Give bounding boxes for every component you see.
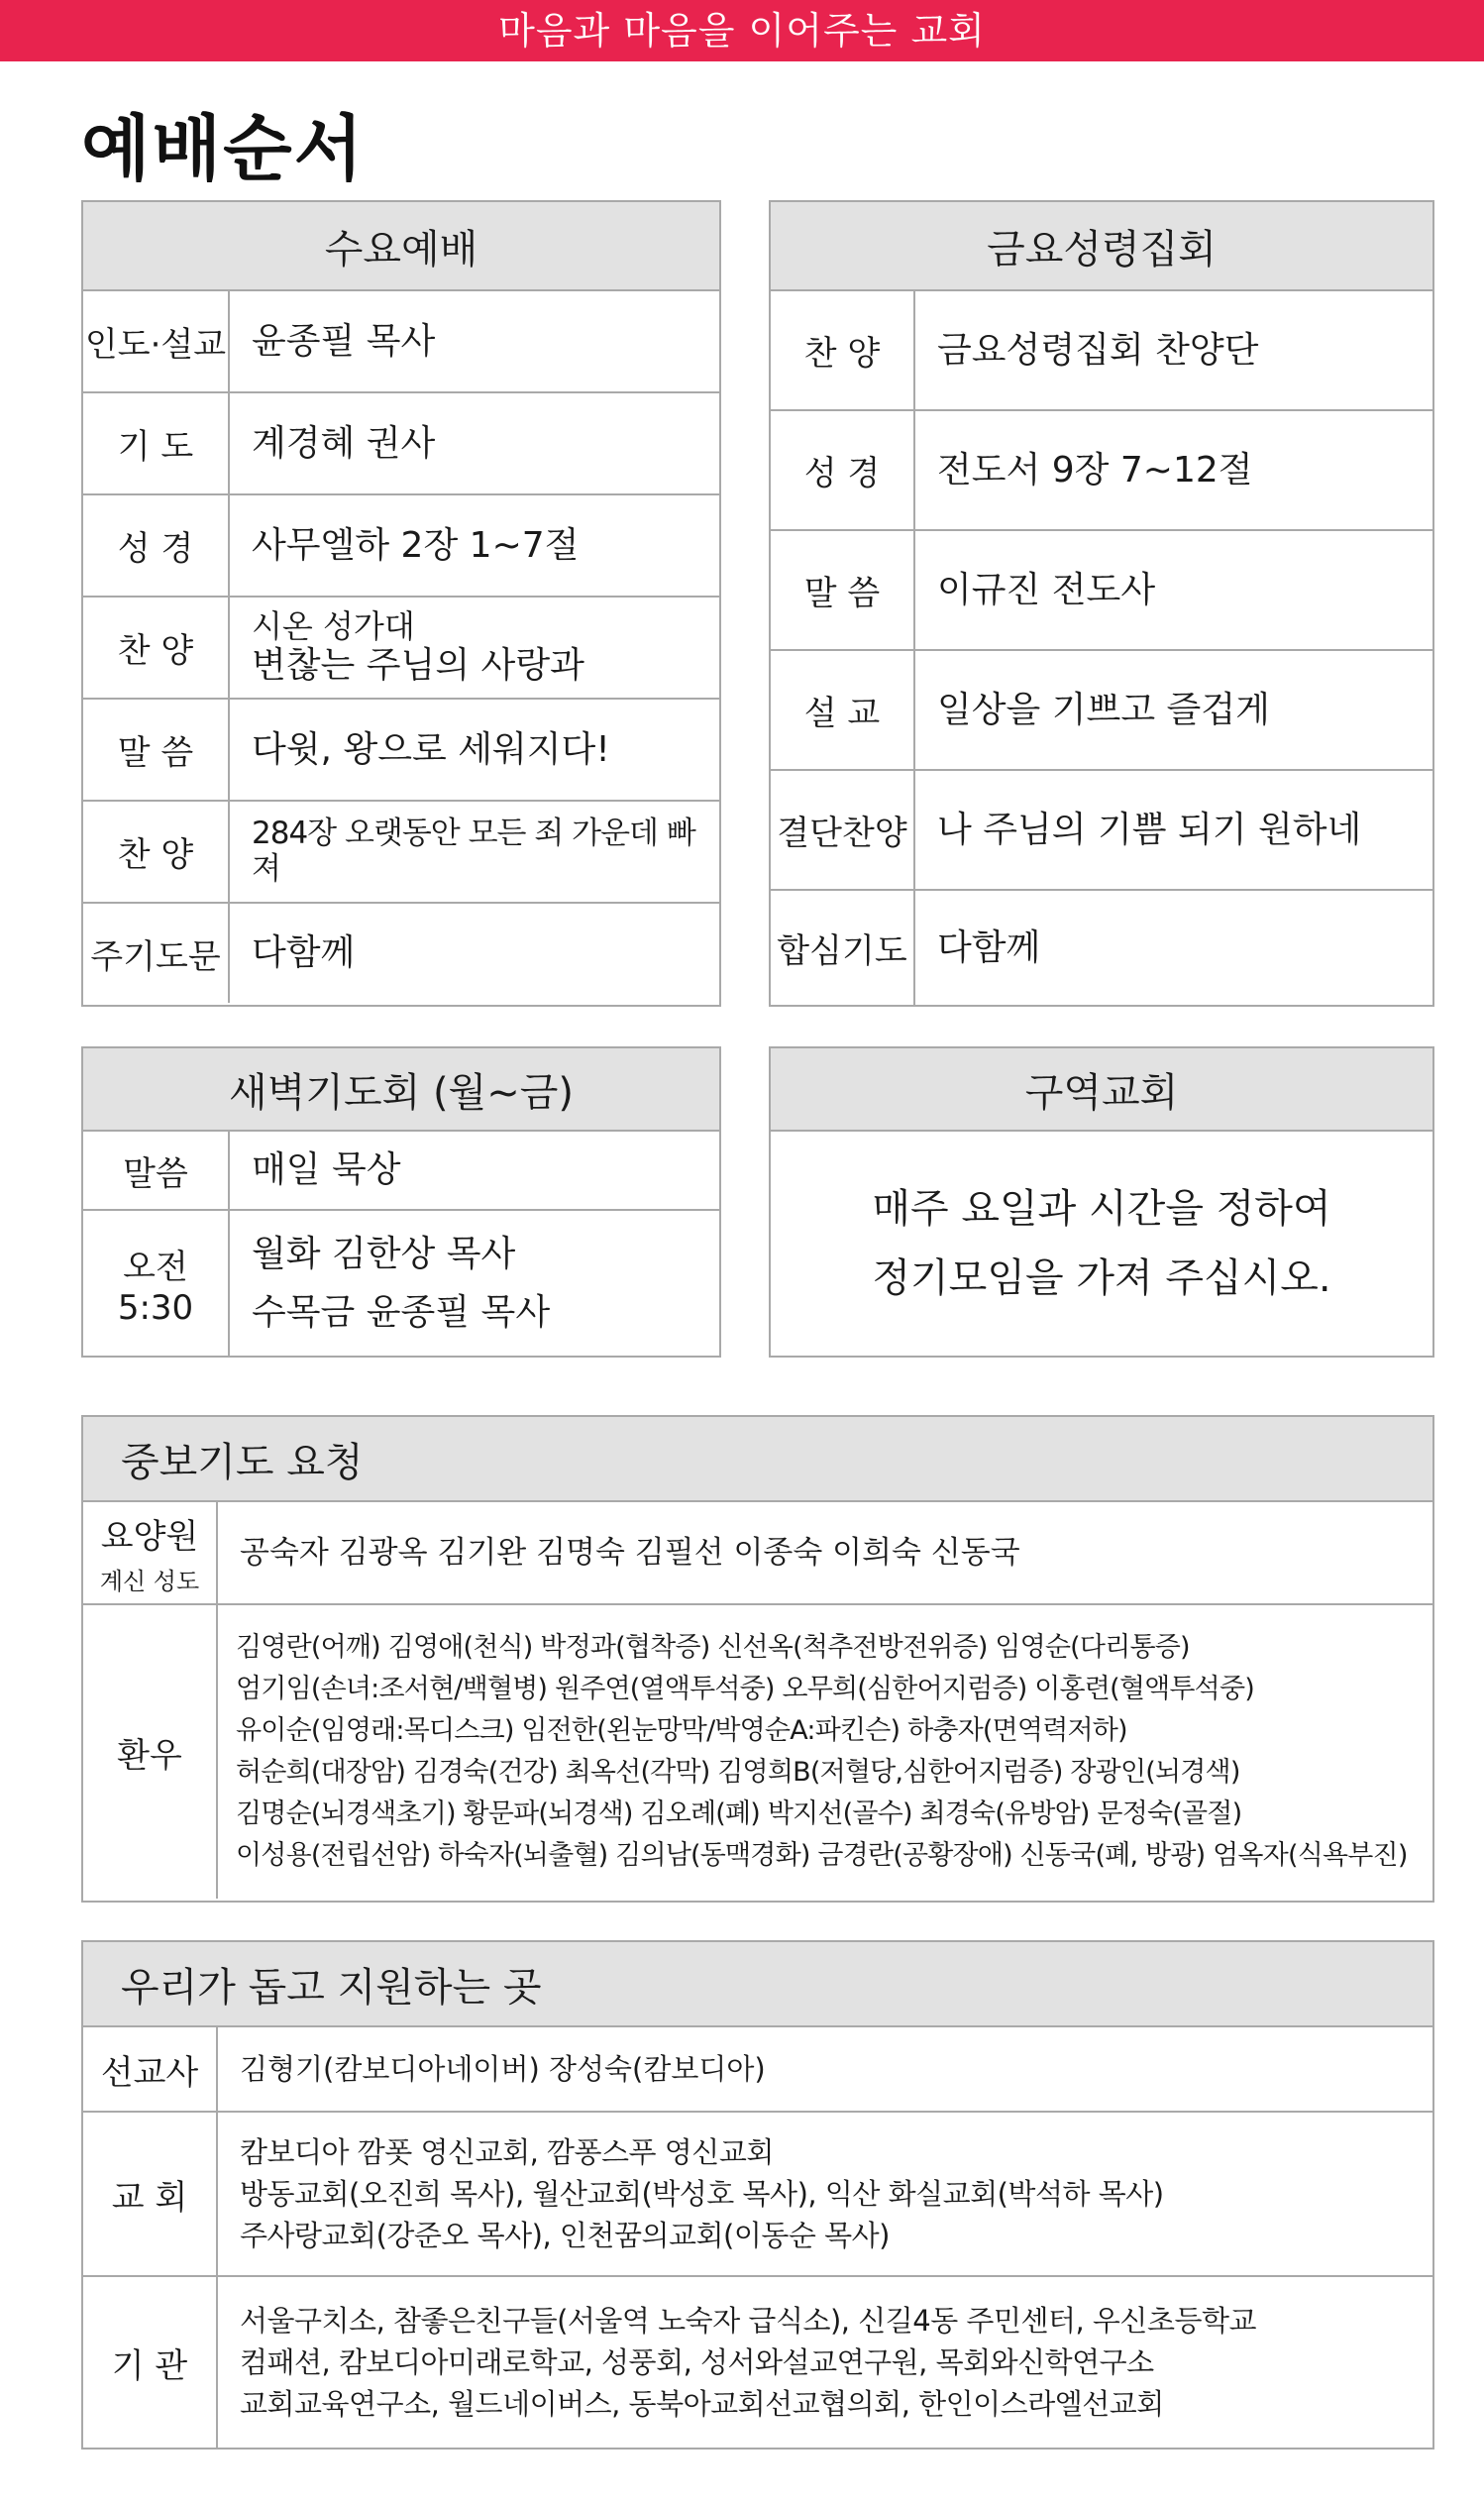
wednesday-service-box: [81, 200, 721, 1007]
patient-line: 이성용(전립선암) 하숙자(뇌출혈) 김의남(동맥경화) 금경란(공황장애) 신동국(폐, 방광) 엄옥자(식욕부진): [236, 1839, 1408, 1871]
label-main: 요양원: [100, 1517, 199, 1557]
church-line: 캄보디아 깜폿 영신교회, 깜퐁스푸 영신교회: [240, 2134, 774, 2169]
row-value: 전도서 9장 7~12절: [937, 449, 1253, 490]
row-label: 결단찬양: [771, 771, 915, 889]
row-label: 환우: [83, 1605, 218, 1899]
choir-name: 시온 성가대: [252, 607, 415, 646]
organization-line: 교회교육연구소, 월드네이버스, 동북아교회선교협의회, 한인이스라엘선교회: [240, 2387, 1164, 2422]
support-box: [81, 1940, 1434, 2450]
dawn-prayer-heading: 새벽기도회 (월~금): [83, 1048, 719, 1132]
notice-line: 정기모임을 가져 주십시오.: [872, 1255, 1331, 1301]
support-heading: 우리가 돕고 지원하는 곳: [83, 1942, 1432, 2027]
label-sub: 계신 성도: [99, 1568, 200, 1595]
table-row: [771, 291, 1432, 411]
table-row: [83, 1605, 1432, 1899]
header-banner: 마음과 마음을 이어주는 교회: [0, 0, 1484, 61]
table-row: [83, 1132, 719, 1211]
row-value: 다윗, 왕으로 세워지다!: [252, 728, 610, 770]
row-label: 찬 양: [83, 802, 230, 902]
table-row: [83, 904, 719, 1003]
row-value: [218, 2113, 1164, 2275]
row-label: 기 관: [83, 2277, 218, 2448]
dawn-prayer-box: [81, 1046, 721, 1358]
row-value: 일상을 기쁘고 즐겁게: [937, 689, 1270, 730]
page-title: 예배순서: [81, 107, 366, 190]
church-line: 주사랑교회(강준오 목사), 인천꿈의교회(이동순 목사): [240, 2219, 890, 2253]
leader-line: 수목금 윤종필 목사: [252, 1292, 551, 1333]
organization-line: 서울구치소, 참좋은친구들(서울역 노숙자 급식소), 신길4동 주민센터, 우신초등학교: [240, 2303, 1257, 2338]
leader-line: 월화 김한상 목사: [252, 1233, 516, 1274]
friday-service-heading: 금요성령집회: [771, 202, 1432, 291]
name-line: 공숙자 김광옥 김기완 김명숙 김필선 이종숙 이희숙 신동국: [240, 1534, 1020, 1571]
row-value: 윤종필 목사: [252, 320, 436, 362]
table-row: [771, 771, 1432, 891]
row-label: 합심기도: [771, 891, 915, 1005]
row-value: 다함께: [937, 926, 1041, 968]
row-label: 주기도문: [83, 904, 230, 1003]
row-label: 찬 양: [771, 291, 915, 409]
district-notice: [771, 1132, 1432, 1356]
table-row: [83, 1502, 1432, 1605]
table-row: [83, 2277, 1432, 2448]
table-row: [771, 531, 1432, 651]
table-row: [83, 2113, 1432, 2277]
row-label: 찬 양: [83, 598, 230, 698]
table-row: [83, 2027, 1432, 2113]
row-value: 금요성령집회 찬양단: [937, 329, 1259, 371]
row-label: 오전 5:30: [83, 1211, 230, 1356]
row-label: 성 경: [83, 495, 230, 596]
table-row: [771, 891, 1432, 1005]
row-value: 나 주님의 기쁨 되기 원하네: [937, 809, 1362, 850]
patient-line: 김명순(뇌경색초기) 황문파(뇌경색) 김오례(폐) 박지선(골수) 최경숙(유방암) 문정숙(골절): [236, 1797, 1242, 1829]
row-label: 말 씀: [83, 700, 230, 800]
table-row: [83, 495, 719, 598]
row-label: 인도·설교: [83, 291, 230, 391]
row-value: 매일 묵상: [252, 1149, 401, 1191]
prayer-request-heading: 중보기도 요청: [83, 1417, 1432, 1502]
row-value: 284장 오랫동안 모든 죄 가운데 빠져: [252, 815, 695, 887]
row-value: 다함께: [252, 932, 356, 974]
table-row: [83, 291, 719, 393]
table-row: [83, 393, 719, 495]
patient-line: 김영란(어깨) 김영애(천식) 박정과(협착증) 신선옥(척추전방전위증) 임영순(다리통증): [236, 1632, 1190, 1664]
row-value: [218, 1502, 1020, 1603]
row-label: 기 도: [83, 393, 230, 493]
row-value: 계경혜 권사: [252, 422, 436, 464]
district-church-heading: 구역교회: [771, 1048, 1432, 1132]
row-label: 말 씀: [771, 531, 915, 649]
prayer-request-box: [81, 1415, 1434, 1903]
patient-line: 엄기임(손녀:조서현/백혈병) 원주연(열액투석중) 오무희(심한어지럼증) 이홍련(혈액투석중): [236, 1674, 1254, 1705]
row-value: [230, 1211, 550, 1356]
patient-line: 유이순(임영래:목디스크) 임전한(왼눈망막/박영순A:파킨슨) 하충자(면역력저하): [236, 1715, 1127, 1747]
patient-line: 허순희(대장암) 김경숙(건강) 최옥선(각막) 김영희B(저혈당,심한어지럼증) 장광인(뇌경색): [236, 1757, 1240, 1788]
row-value: [230, 598, 584, 698]
table-row: [83, 1211, 719, 1356]
table-row: [83, 598, 719, 700]
row-label: [83, 1502, 218, 1603]
row-label: 선교사: [83, 2027, 218, 2111]
row-value: [218, 1605, 1408, 1899]
notice-line: 매주 요일과 시간을 정하여: [872, 1186, 1331, 1232]
row-value: 사무엘하 2장 1~7절: [252, 524, 580, 566]
row-label: 말씀: [83, 1132, 230, 1209]
table-row: [771, 651, 1432, 771]
row-value: 이규진 전도사: [937, 569, 1156, 610]
row-value: [218, 2027, 766, 2111]
row-label: 설 교: [771, 651, 915, 769]
row-label: 성 경: [771, 411, 915, 529]
table-row: [771, 411, 1432, 531]
missionary-line: 김형기(캄보디아네이버) 장성숙(캄보디아): [240, 2051, 766, 2086]
friday-service-box: [769, 200, 1434, 1007]
row-label: 교 회: [83, 2113, 218, 2275]
table-row: [83, 700, 719, 802]
wednesday-service-heading: 수요예배: [83, 202, 719, 291]
row-value: [218, 2277, 1256, 2448]
table-row: [83, 802, 719, 904]
church-line: 방동교회(오진희 목사), 월산교회(박성호 목사), 익산 화실교회(박석하 목사): [240, 2176, 1164, 2211]
hymn-title: 변찮는 주님의 사랑과: [252, 645, 584, 687]
organization-line: 컴패션, 캄보디아미래로학교, 성풍회, 성서와설교연구원, 목회와신학연구소: [240, 2344, 1154, 2379]
district-church-box: [769, 1046, 1434, 1358]
